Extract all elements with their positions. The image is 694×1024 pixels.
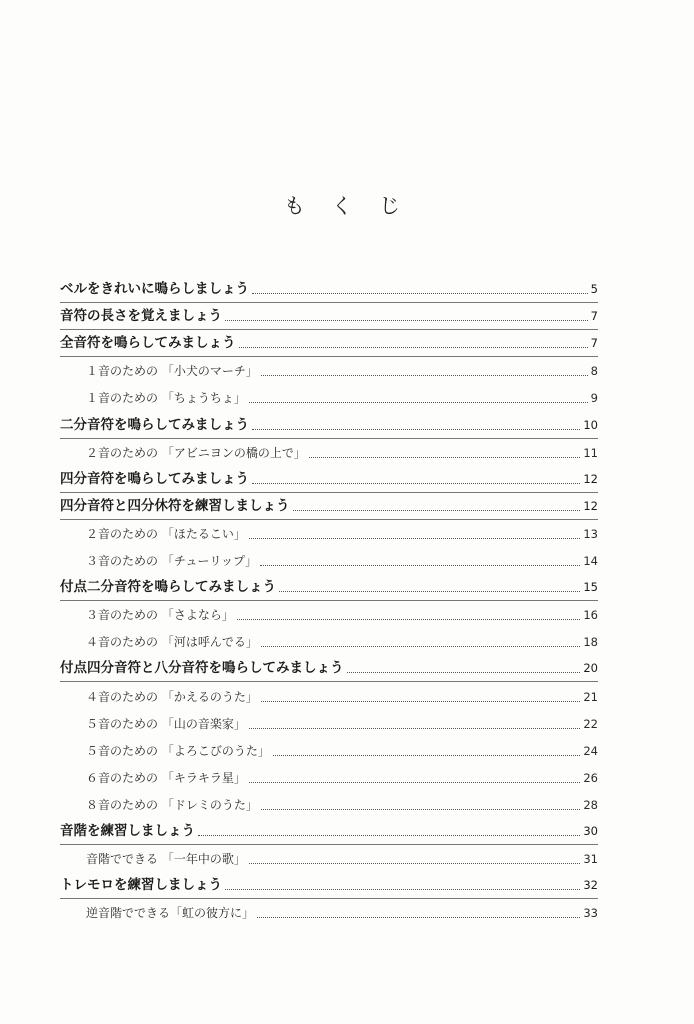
- page-number: 26: [583, 770, 598, 785]
- dot-leader: [198, 834, 580, 836]
- dot-leader: [279, 590, 580, 592]
- toc-list: [60, 276, 598, 926]
- entry-label: １音のための 「小犬のマーチ」: [86, 364, 258, 379]
- dot-leader: [249, 401, 588, 403]
- page-number: 5: [590, 282, 598, 297]
- entry-label: ２音のための 「ほたるこい」: [86, 526, 246, 541]
- toc-sub-entry: [60, 737, 598, 764]
- dot-leader: [261, 808, 581, 810]
- toc-chapter-entry: [60, 655, 598, 682]
- dot-leader: [249, 781, 581, 783]
- entry-label: 音符の長さを覚えましょう: [60, 308, 222, 325]
- toc-chapter-entry: [60, 330, 598, 357]
- page-number: 28: [583, 797, 598, 812]
- page-number: 11: [583, 445, 598, 460]
- toc-sub-entry: [60, 384, 598, 411]
- entry-label: トレモロを練習しましょう: [60, 877, 222, 894]
- page-title: も く じ: [283, 194, 411, 218]
- dot-leader: [239, 346, 588, 348]
- entry-label: ６音のための 「キラキラ星」: [86, 770, 246, 785]
- dot-leader: [225, 319, 588, 321]
- dot-leader: [257, 916, 580, 918]
- page-number: 7: [590, 336, 598, 351]
- dot-leader: [237, 618, 581, 620]
- page-number: 24: [583, 743, 598, 758]
- toc-sub-entry: [60, 710, 598, 737]
- page-number: 20: [583, 661, 598, 676]
- page-number: 13: [583, 526, 598, 541]
- page-number: 7: [590, 309, 598, 324]
- toc-sub-entry: [60, 547, 598, 574]
- page-number: 32: [583, 878, 598, 893]
- dot-leader: [261, 374, 588, 376]
- entry-label: ５音のための 「山の音楽家」: [86, 716, 246, 731]
- entry-label: ４音のための 「河は呼んでる」: [86, 635, 258, 650]
- entry-label: 全音符を鳴らしてみましょう: [60, 335, 236, 352]
- entry-label: ３音のための 「チューリップ」: [86, 554, 257, 569]
- page-number: 9: [590, 391, 598, 406]
- entry-label: 音階を練習しましょう: [60, 822, 195, 839]
- entry-label: ４音のための 「かえるのうた」: [86, 689, 258, 704]
- entry-label: ベルをきれいに鳴らしましょう: [60, 281, 249, 298]
- entry-label: ５音のための 「よろこびのうた」: [86, 743, 270, 758]
- toc-sub-entry: [60, 601, 598, 628]
- dot-leader: [249, 862, 581, 864]
- toc-chapter-entry: [60, 466, 598, 493]
- entry-label: 付点四分音符と八分音符を鳴らしてみましょう: [60, 660, 344, 677]
- toc-chapter-entry: [60, 303, 598, 330]
- toc-chapter-entry: [60, 411, 598, 438]
- page-number: 14: [583, 554, 598, 569]
- dot-leader: [252, 428, 580, 430]
- toc-sub-entry: [60, 439, 598, 466]
- page-number: 22: [583, 716, 598, 731]
- dot-leader: [249, 537, 581, 539]
- entry-label: 付点二分音符を鳴らしてみましょう: [60, 579, 276, 596]
- page-number: 12: [583, 498, 598, 513]
- page-number: 8: [590, 364, 598, 379]
- dot-leader: [309, 456, 581, 458]
- page-number: 12: [583, 471, 598, 486]
- toc-sub-entry: [60, 764, 598, 791]
- dot-leader: [252, 292, 588, 294]
- dot-leader: [261, 645, 581, 647]
- dot-leader: [273, 754, 581, 756]
- entry-label: 逆音階でできる「虹の彼方に」: [86, 906, 255, 921]
- entry-label: ８音のための 「ドレミのうた」: [86, 797, 258, 812]
- toc-sub-entry: [60, 845, 598, 872]
- toc-chapter-entry: [60, 818, 598, 845]
- entry-label: 四分音符と四分休符を練習しましょう: [60, 497, 290, 514]
- page-number: 16: [583, 608, 598, 623]
- toc-chapter-entry: [60, 574, 598, 601]
- dot-leader: [252, 482, 580, 484]
- entry-label: ３音のための 「さよなら」: [86, 608, 234, 623]
- dot-leader: [261, 700, 581, 702]
- dot-leader: [225, 888, 580, 890]
- dot-leader: [347, 671, 581, 673]
- dot-leader: [249, 727, 581, 729]
- toc-chapter-entry: [60, 276, 598, 303]
- toc-chapter-entry: [60, 493, 598, 520]
- page-number: 21: [583, 689, 598, 704]
- toc-sub-entry: [60, 357, 598, 384]
- entry-label: 二分音符を鳴らしてみましょう: [60, 416, 249, 433]
- page-number: 30: [583, 823, 598, 838]
- toc-sub-entry: [60, 899, 598, 926]
- entry-label: 四分音符を鳴らしてみましょう: [60, 470, 249, 487]
- entry-label: ２音のための 「アビニヨンの橋の上で」: [86, 445, 306, 460]
- dot-leader: [293, 509, 581, 511]
- page-number: 18: [583, 635, 598, 650]
- toc-sub-entry: [60, 682, 598, 709]
- entry-label: 音階でできる 「一年中の歌」: [86, 852, 246, 867]
- page-number: 15: [583, 580, 598, 595]
- page-number: 31: [583, 852, 598, 867]
- dot-leader: [260, 564, 580, 566]
- entry-label: １音のための 「ちょうちょ」: [86, 391, 246, 406]
- toc-sub-entry: [60, 791, 598, 818]
- page-number: 33: [583, 906, 598, 921]
- toc-sub-entry: [60, 520, 598, 547]
- page-number: 10: [583, 417, 598, 432]
- toc-sub-entry: [60, 628, 598, 655]
- toc-chapter-entry: [60, 872, 598, 899]
